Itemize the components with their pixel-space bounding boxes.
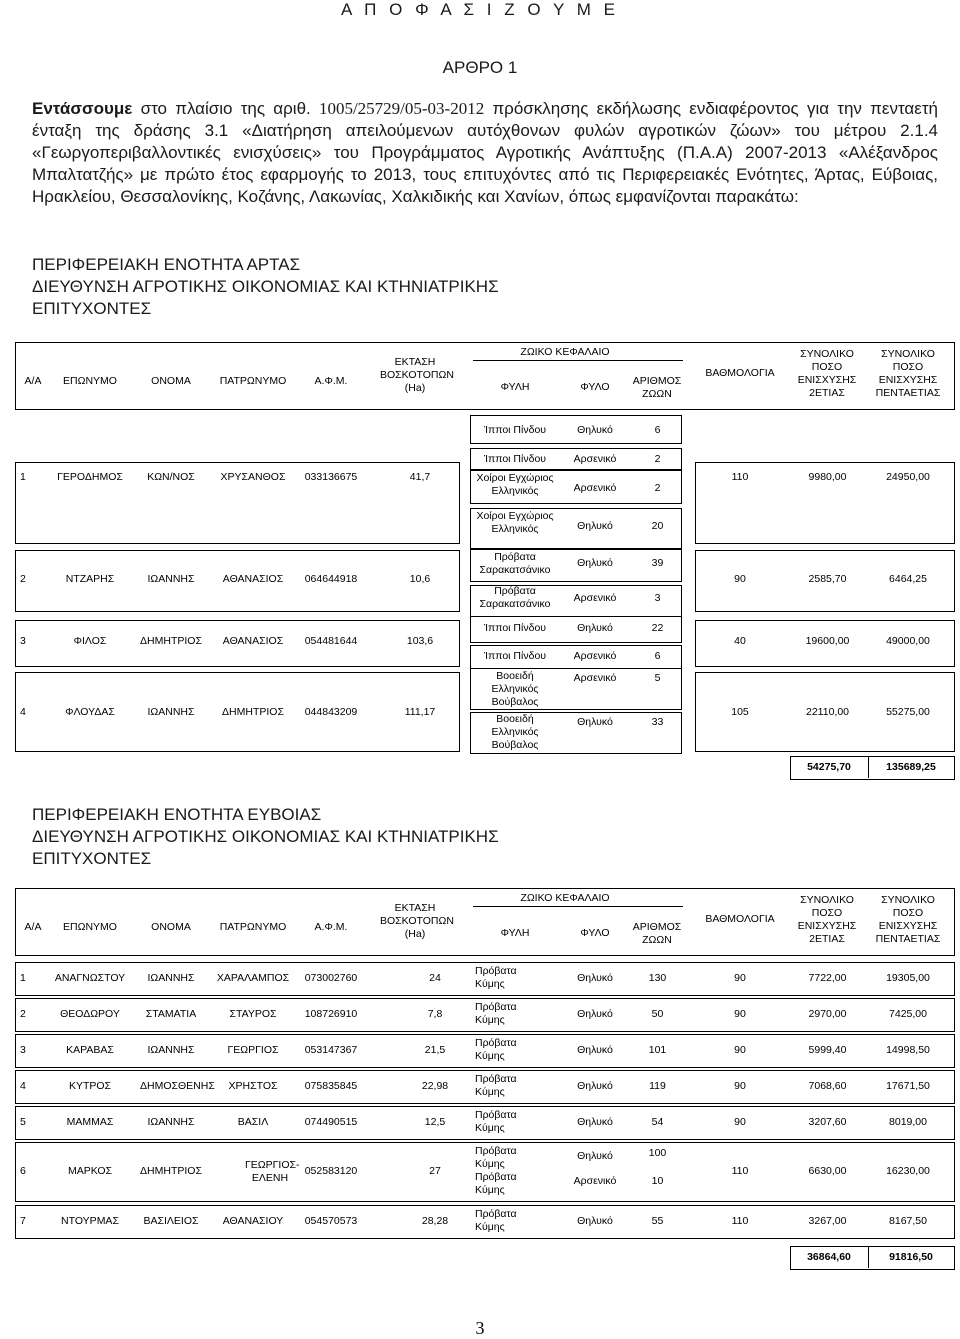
cell-breed: Πρόβατα Κύμης (475, 1145, 517, 1170)
cell-sex: Αρσενικό (573, 453, 617, 465)
col-header-sex: ΦΥΛΟ (580, 381, 610, 393)
cell-afm: 073002760 (304, 972, 358, 984)
cell-surname: ΚΥΤΡΟΣ (68, 1080, 112, 1092)
cell-breed: Χοίροι Εγχώριος Ελληνικός (476, 472, 554, 497)
cell-area: 41,7 (409, 471, 431, 483)
cell-afm: 075835845 (304, 1080, 358, 1092)
section-heading-evia (32, 804, 499, 870)
cell-sex: Θηλυκό (577, 1116, 613, 1128)
winners-title: ΕΠΙΤΥΧΟΝΤΕΣ (32, 849, 152, 868)
col-header-father: ΠΑΤΡΩΝΥΜΟ (219, 375, 287, 387)
cell-sex: Αρσενικό (573, 650, 617, 662)
cell-area: 28,28 (421, 1215, 449, 1227)
cell-total5: 24950,00 (886, 471, 930, 483)
table-rule (868, 1246, 869, 1268)
section-heading-arta (32, 254, 499, 320)
cell-sex: Θηλυκό (577, 1008, 613, 1020)
cell-aa: 4 (20, 1080, 26, 1092)
cell-count: 22 (651, 622, 664, 634)
cell-breed: Πρόβατα Κύμης (475, 1171, 517, 1196)
cell-surname: ΦΙΛΟΣ (73, 635, 107, 647)
cell-afm: 108726910 (304, 1008, 358, 1020)
cell-breed: Ίπποι Πίνδου (483, 453, 547, 465)
cell-name: ΚΩΝ/ΝΟΣ (147, 471, 195, 483)
cell-score: 90 (734, 1116, 746, 1128)
cell-father: ΧΡΥΣΑΝΘΟΣ (220, 471, 286, 483)
cell-surname: ΜΑΜΜΑΣ (66, 1116, 114, 1128)
col-header-breed: ΦΥΛΗ (500, 381, 530, 393)
cell-father: ΔΗΜΗΤΡΙΟΣ (222, 706, 284, 718)
cell-father: ΧΡΗΣΤΟΣ (228, 1080, 278, 1092)
cell-total2: 2970,00 (808, 1008, 847, 1020)
cell-total2: 22110,00 (805, 706, 849, 718)
cell-sex: Αρσενικό (573, 672, 617, 684)
cell-surname: ΝΤΖΑΡΗΣ (65, 573, 115, 585)
intro-text-2: πρόσκλησης εκδήλωσης ενδιαφέροντος για την πενταετή ένταξη της δράσης 3.1 «Διατήρηση απειλούμενων αυτόχθονων φυλών αγροτικών ζώων» του μέτρου 2.1.4 «Γεωργοπεριβαλλοντικές ενισχύσεις» του Προγράμματος Αγροτικής Ανάπτυξης (Π.Α.Α) 2007-2013 «Αλέξανδρος Μπαλτατζής» με πρώτο έτος εφαρμογής το 2013, τους επιτυχόντες από τις Περιφερειακές Ενότητες, Άρτας, Εύβοιας, Ηρακλείου, Θεσσαλονίκης, Κοζάνης, Λακωνίας, Χαλκιδικής και Χανίων, όπως εμφανίζονται παρακάτω: (32, 99, 938, 206)
article-heading: ΑΡΘΡΟ 1 (442, 58, 518, 77)
cell-aa: 3 (20, 1044, 26, 1056)
table-header-box (15, 888, 955, 956)
unit-title: ΠΕΡΙΦΕΡΕΙΑΚΗ ΕΝΟΤΗΤΑ ΕΥΒΟΙΑΣ (32, 805, 322, 824)
cell-afm: 044843209 (304, 706, 358, 718)
cell-total5: 14998,50 (886, 1044, 930, 1056)
cell-score: 90 (734, 972, 746, 984)
intro-ref: 1005/25729/05-03-2012 (318, 99, 485, 118)
cell-name: ΔΗΜΗΤΡΙΟΣ (140, 1165, 202, 1177)
cell-score: 110 (731, 1215, 749, 1227)
cell-score: 90 (734, 1044, 746, 1056)
directorate-title: ΔΙΕΥΘΥΝΣΗ ΑΓΡΟΤΙΚΗΣ ΟΙΚΟΝΟΜΙΑΣ ΚΑΙ ΚΤΗΝΙΑΤΡΙΚΗΣ (32, 827, 499, 846)
unit-title: ΠΕΡΙΦΕΡΕΙΑΚΗ ΕΝΟΤΗΤΑ ΑΡΤΑΣ (32, 255, 301, 274)
cell-breed: Βοοειδή Ελληνικός Βούβαλος (491, 713, 539, 751)
sum-total5: 91816,50 (889, 1251, 933, 1263)
cell-father: ΑΘΑΝΑΣΙΟΣ (222, 635, 284, 647)
cell-father: ΒΑΣΙΛ (237, 1116, 269, 1128)
col-header-aa: Α/Α (24, 921, 42, 933)
cell-sex: Θηλυκό (577, 1044, 613, 1056)
cell-father: ΓΕΩΡΓΙΟΣ (227, 1044, 279, 1056)
cell-sex: Θηλυκό (577, 424, 613, 436)
cell-score: 90 (734, 1008, 746, 1020)
cell-count: 50 (651, 1008, 664, 1020)
cell-aa: 2 (20, 1008, 26, 1020)
cell-count: 2 (654, 453, 661, 465)
cell-count: 101 (648, 1044, 667, 1056)
col-header-area: ΕΚΤΑΣΗ ΒΟΣΚΟΤΟΠΩΝ (Ha) (380, 902, 454, 940)
cell-breed: Πρόβατα Κύμης (475, 1001, 517, 1026)
sum-total2: 36864,60 (807, 1251, 851, 1263)
col-header-capital: ΖΩΙΚΟ ΚΕΦΑΛΑΙΟ (520, 892, 610, 904)
cell-total5: 7425,00 (889, 1008, 927, 1020)
cell-total5: 55275,00 (886, 706, 930, 718)
col-header-total5: ΣΥΝΟΛΙΚΟ ΠΟΣΟ ΕΝΙΣΧΥΣΗΣ ΠΕΝΤΑΕΤΙΑΣ (875, 894, 941, 945)
intro-bold: Εντάσσουμε (32, 99, 133, 118)
cell-area: 111,17 (404, 706, 436, 718)
cell-count: 100 (648, 1147, 667, 1159)
cell-area: 7,8 (427, 1008, 443, 1020)
cell-sex: Θηλυκό (577, 1215, 613, 1227)
page-number: 3 (475, 1318, 485, 1338)
cell-surname: ΘΕΟΔΩΡΟΥ (60, 1008, 120, 1020)
cell-breed: Βοοειδή Ελληνικός Βούβαλος (491, 670, 539, 708)
directorate-title: ΔΙΕΥΘΥΝΣΗ ΑΓΡΟΤΙΚΗΣ ΟΙΚΟΝΟΜΙΑΣ ΚΑΙ ΚΤΗΝΙΑΤΡΙΚΗΣ (32, 277, 499, 296)
col-header-sex: ΦΥΛΟ (580, 927, 610, 939)
cell-sex: Θηλυκό (577, 622, 613, 634)
cell-afm: 052583120 (304, 1165, 358, 1177)
cell-total5: 17671,50 (886, 1080, 930, 1092)
col-header-surname: ΕΠΩΝΥΜΟ (63, 921, 117, 933)
cell-count: 3 (654, 592, 661, 604)
cell-count: 20 (651, 520, 664, 532)
cell-area: 12,5 (424, 1116, 446, 1128)
cell-afm: 064644918 (304, 573, 358, 585)
cell-total2: 19600,00 (805, 635, 850, 647)
cell-name: ΙΩΑΝΝΗΣ (147, 972, 195, 984)
cell-area: 103,6 (406, 635, 434, 647)
cell-total5: 6464,25 (889, 573, 927, 585)
cell-aa: 3 (20, 635, 26, 647)
cell-count: 39 (651, 557, 664, 569)
cell-total2: 3267,00 (808, 1215, 847, 1227)
cell-score: 90 (734, 1080, 746, 1092)
col-header-father: ΠΑΤΡΩΝΥΜΟ (219, 921, 287, 933)
col-header-score: ΒΑΘΜΟΛΟΓΙΑ (705, 367, 775, 379)
cell-total2: 2585,70 (808, 573, 847, 585)
cell-count: 2 (654, 482, 661, 494)
cell-name: ΙΩΑΝΝΗΣ (147, 573, 195, 585)
cell-aa: 1 (20, 471, 26, 483)
cell-name: ΣΤΑΜΑΤΙΑ (145, 1008, 197, 1020)
cell-total5: 8019,00 (889, 1116, 927, 1128)
cell-total2: 7068,60 (808, 1080, 847, 1092)
cell-count: 6 (654, 650, 661, 662)
cell-count: 119 (649, 1080, 666, 1092)
col-header-score: ΒΑΘΜΟΛΟΓΙΑ (705, 913, 775, 925)
col-header-afm: Α.Φ.Μ. (314, 921, 348, 933)
cell-afm: 054570573 (304, 1215, 358, 1227)
cell-sex: Αρσενικό (573, 482, 617, 494)
cell-afm: 074490515 (304, 1116, 358, 1128)
col-header-total2: ΣΥΝΟΛΙΚΟ ΠΟΣΟ ΕΝΙΣΧΥΣΗΣ 2ΕΤΙΑΣ (797, 348, 857, 399)
cell-father: ΓΕΩΡΓΙΟΣ-ΕΛΕΝΗ (245, 1159, 300, 1184)
sum-total2: 54275,70 (807, 761, 851, 773)
cell-surname: ΝΤΟΥΡΜΑΣ (61, 1215, 119, 1227)
cell-aa: 6 (20, 1165, 26, 1177)
cell-total2: 9980,00 (808, 471, 847, 483)
cell-father: ΑΘΑΝΑΣΙΟΣ (222, 573, 284, 585)
cell-breed: Πρόβατα Σαρακατσάνικο (479, 551, 551, 576)
cell-sex: Αρσενικό (573, 592, 617, 604)
cell-score: 110 (731, 1165, 749, 1177)
cell-afm: 053147367 (304, 1044, 358, 1056)
cell-breed: Πρόβατα Κύμης (475, 965, 517, 990)
cell-sex: Θηλυκό (577, 1080, 613, 1092)
cell-score: 105 (731, 706, 749, 718)
cell-breed: Ίπποι Πίνδου (483, 622, 547, 634)
col-header-afm: Α.Φ.Μ. (314, 375, 348, 387)
cell-surname: ΑΝΑΓΝΩΣΤΟΥ (54, 972, 126, 984)
col-header-count: ΑΡΙΘΜΟΣ ΖΩΩΝ (632, 921, 682, 946)
col-header-total2: ΣΥΝΟΛΙΚΟ ΠΟΣΟ ΕΝΙΣΧΥΣΗΣ 2ΕΤΙΑΣ (797, 894, 857, 945)
cell-breed: Ίπποι Πίνδου (483, 650, 547, 662)
table-rule (868, 756, 869, 778)
cell-surname: ΚΑΡΑΒΑΣ (66, 1044, 114, 1056)
col-header-breed: ΦΥΛΗ (500, 927, 530, 939)
cell-father: ΣΤΑΥΡΟΣ (229, 1008, 277, 1020)
cell-afm: 054481644 (304, 635, 358, 647)
cell-surname: ΓΕΡΟΔΗΜΟΣ (57, 471, 123, 483)
cell-area: 22,98 (421, 1080, 449, 1092)
table-header-box (15, 342, 955, 410)
cell-aa: 2 (20, 573, 26, 585)
col-header-total5: ΣΥΝΟΛΙΚΟ ΠΟΣΟ ΕΝΙΣΧΥΣΗΣ ΠΕΝΤΑΕΤΙΑΣ (875, 348, 941, 399)
col-header-count: ΑΡΙΘΜΟΣ ΖΩΩΝ (632, 375, 682, 400)
cell-count: 33 (651, 716, 664, 728)
cell-count: 130 (648, 972, 667, 984)
cell-sex: Θηλυκό (577, 716, 613, 728)
cell-name: ΒΑΣΙΛΕΙΟΣ (143, 1215, 199, 1227)
cell-area: 21,5 (424, 1044, 446, 1056)
cell-total2: 5999,40 (808, 1044, 847, 1056)
cell-breed: Πρόβατα Κύμης (475, 1109, 517, 1134)
cell-aa: 7 (20, 1215, 26, 1227)
cell-name: ΙΩΑΝΝΗΣ (147, 706, 195, 718)
cell-total5: 19305,00 (886, 972, 930, 984)
cell-afm: 033136675 (304, 471, 358, 483)
cell-total2: 3207,60 (808, 1116, 847, 1128)
cell-name: ΔΗΜΗΤΡΙΟΣ (140, 635, 202, 647)
cell-count: 54 (651, 1116, 664, 1128)
cell-total2: 7722,00 (808, 972, 847, 984)
cell-name: ΔΗΜΟΣΘΕΝΗΣ (140, 1080, 215, 1092)
intro-paragraph (32, 98, 938, 208)
col-header-surname: ΕΠΩΝΥΜΟ (63, 375, 117, 387)
intro-text-1: στο πλαίσιο της αριθ. (132, 99, 319, 118)
cell-count: 6 (654, 424, 661, 436)
cell-score: 90 (734, 573, 746, 585)
cell-total5: 16230,00 (886, 1165, 930, 1177)
cell-aa: 1 (20, 972, 26, 984)
cell-area: 24 (429, 972, 441, 984)
cell-score: 110 (731, 471, 749, 483)
cell-breed: Χοίροι Εγχώριος Ελληνικός (476, 510, 554, 535)
cell-surname: ΜΑΡΚΟΣ (67, 1165, 113, 1177)
col-header-area: ΕΚΤΑΣΗ ΒΟΣΚΟΤΟΠΩΝ (Ha) (380, 356, 454, 394)
cell-total5: 49000,00 (886, 635, 930, 647)
cell-score: 40 (734, 635, 746, 647)
col-header-name: ΟΝΟΜΑ (151, 375, 191, 387)
cell-count: 10 (651, 1175, 664, 1187)
cell-father: ΑΘΑΝΑΣΙΟΥ (222, 1215, 284, 1227)
cell-sex: Θηλυκό (577, 520, 613, 532)
cell-total2: 6630,00 (808, 1165, 847, 1177)
cell-aa: 5 (20, 1116, 26, 1128)
cell-area: 27 (429, 1165, 441, 1177)
cell-surname: ΦΛΟΥΔΑΣ (65, 706, 115, 718)
cell-total5: 8167,50 (889, 1215, 927, 1227)
page-title: Α Π Ο Φ Α Σ Ι Ζ Ο Υ Μ Ε (341, 0, 619, 19)
cell-aa: 4 (20, 706, 26, 718)
cell-sex: Θηλυκό (577, 972, 613, 984)
sum-total5: 135689,25 (886, 761, 936, 773)
cell-name: ΙΩΑΝΝΗΣ (147, 1116, 195, 1128)
cell-sex: Αρσενικό (573, 1175, 617, 1187)
cell-count: 55 (651, 1215, 664, 1227)
cell-sex: Θηλυκό (577, 1150, 613, 1162)
cell-father: ΧΑΡΑΛΑΜΠΟΣ (216, 972, 290, 984)
cell-breed: Πρόβατα Κύμης (475, 1073, 517, 1098)
cell-breed: Ίπποι Πίνδου (483, 424, 547, 436)
cell-breed: Πρόβατα Σαρακατσάνικο (479, 585, 551, 610)
cell-name: ΙΩΑΝΝΗΣ (147, 1044, 195, 1056)
col-header-name: ΟΝΟΜΑ (151, 921, 191, 933)
col-header-capital: ΖΩΙΚΟ ΚΕΦΑΛΑΙΟ (520, 346, 610, 358)
cell-breed: Πρόβατα Κύμης (475, 1208, 517, 1233)
winners-title: ΕΠΙΤΥΧΟΝΤΕΣ (32, 299, 152, 318)
col-header-aa: Α/Α (24, 375, 42, 387)
cell-area: 10,6 (409, 573, 431, 585)
cell-sex: Θηλυκό (577, 557, 613, 569)
cell-breed: Πρόβατα Κύμης (475, 1037, 517, 1062)
cell-count: 5 (654, 672, 661, 684)
